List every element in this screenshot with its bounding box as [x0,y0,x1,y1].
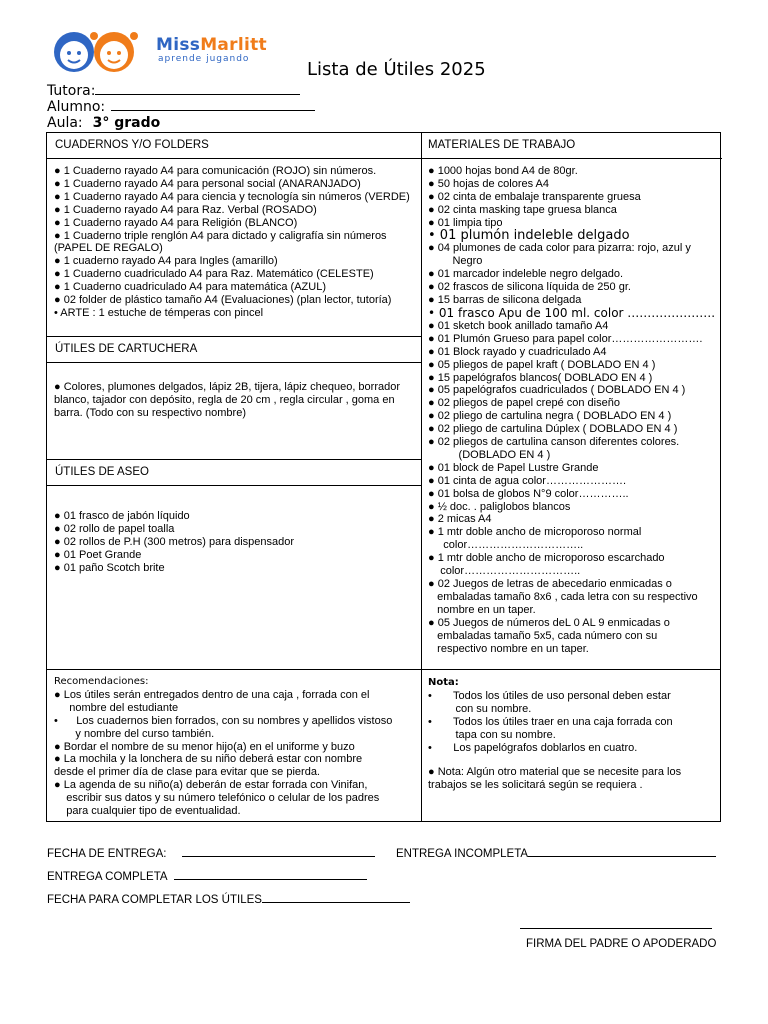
list-item: ● 01 marcador indeleble negro delgado. [428,268,623,281]
list-item: • 01 plumón indeleble delgado [428,227,630,243]
row-divider [47,485,421,486]
list-item: ● 01 cinta de agua color…………………. [428,474,626,487]
alumno-line: Alumno: [47,98,315,115]
children-faces-icon [50,28,154,76]
list-item: ● 1 Cuaderno triple renglón A4 para dictado y caligrafía sin números (PAPEL DE REGALO) [54,229,387,255]
list-item: ● 1 Cuaderno rayado A4 para personal social (ANARANJADO) [54,177,361,190]
nota-title: Nota: [428,677,459,688]
list-item: ● 01 Block rayado y cuadriculado A4 [428,345,607,358]
entrega-completa-line: ENTREGA COMPLETA [47,868,367,883]
row-divider [47,459,421,460]
list-item: ● 02 pliegos de papel crepé con diseño [428,397,620,410]
tutora-field[interactable] [95,82,300,95]
list-item: ● 01 sketch book anillado tamaño A4 [428,319,609,332]
nota-block [428,677,718,792]
spacer [428,754,718,766]
list-item: ● 02 pliegos de cartulina canson diferentes colores. [428,436,680,449]
list-item: con su nombre. [428,702,532,715]
fecha-entrega-field[interactable] [182,845,375,857]
list-item: ● 1 cuaderno rayado A4 para Ingles (amarillo) [54,255,278,268]
materiales-heading: MATERIALES DE TRABAJO [428,139,576,151]
list-item: color………………………….. [428,565,581,578]
list-item: • ARTE : 1 estuche de témperas con pincel [54,306,264,319]
list-item: ● 01 paño Scotch brite [54,561,165,574]
list-item: ● 02 rollos de P.H (300 metros) para dispensador [54,535,295,548]
list-item: y nombre del curso también. [54,727,215,740]
list-item: ● 01 Plumón Grueso para papel color……………………. [428,332,703,345]
list-item: ● 01 frasco de jabón líquido [54,510,190,522]
list-item: ● Nota: Algún otro material que se necesite para los [428,766,682,779]
list-item: ● 1 Cuaderno cuadriculado A4 para matemática (AZUL) [54,281,327,294]
column-divider [421,670,422,821]
list-item: ● Bordar el nombre de su menor hijo(a) en el uniforme y buzo [54,740,355,753]
list-item: para cualquier tipo de eventualidad. [54,805,241,818]
alumno-field[interactable] [111,98,315,111]
list-item: ● 15 papelógrafos blancos( DOBLADO EN 4 ) [428,371,653,384]
page-title: Lista de Útiles 2025 [307,59,486,80]
grado-value: 3° grado [92,115,161,131]
list-item: ● 01 Poet Grande [54,548,142,561]
list-item: (DOBLADO EN 4 ) [428,448,551,461]
row-divider [47,362,421,363]
list-item: embaladas tamaño 8x6 , cada letra con su respectivo [428,590,698,603]
list-item: tapa con su nombre. [428,728,556,741]
list-item: ● 02 pliego de cartulina negra ( DOBLADO EN 4 ) [428,410,672,423]
list-item: ● 1000 hojas bond A4 de 80gr. [428,165,578,177]
list-item: ● 50 hojas de colores A4 [428,177,549,190]
list-item: ● 1 Cuaderno rayado A4 para ciencia y tecnología sin números (VERDE) [54,190,410,203]
cartuchera-text: ● Colores, plumones delgados, lápiz 2B, tijera, lápiz chequeo, borrador blanco, tajador con depósito, regla de 20 cm , regla circular , goma en barra. (Todo con su respectivo nombre) [54,381,401,419]
list-item: ● 02 frascos de silicona líquida de 250 gr. [428,281,631,294]
supplies-table [46,132,721,670]
list-item: ● 1 Cuaderno rayado A4 para Raz. Verbal (ROSADO) [54,203,317,216]
list-item: ● 1 Cuaderno rayado A4 para Religión (BLANCO) [54,216,298,229]
list-item: • Todos los útiles traer en una caja forrada con [428,715,673,728]
list-item: ● La mochila y la lonchera de su niño deberá estar con nombre [54,753,363,766]
list-item: nombre del estudiante [54,701,179,714]
aula-line: Aula: 3° grado [47,115,161,131]
cartuchera-heading: ÚTILES DE CARTUCHERA [55,343,198,355]
list-item: nombre en un taper. [428,603,536,616]
list-item: ● 15 barras de silicona delgada [428,294,582,307]
list-item: desde el primer día de clase para evitar que se pierda. [54,766,320,779]
list-item: trabajos se les solicitará según se requiera . [428,779,643,792]
fecha-entrega-line: FECHA DE ENTREGA: [47,845,375,860]
list-item: Negro [428,255,483,268]
list-item: ● 02 pliego de cartulina Dúplex ( DOBLADO EN 4 ) [428,423,678,436]
signature-line[interactable] [520,928,712,929]
list-item: ● 05 Juegos de números deL 0 AL 9 enmicadas o [428,616,670,629]
list-item: ● 04 plumones de cada color para pizarra: rojo, azul y [428,242,691,255]
list-item: respectivo nombre en un taper. [428,642,589,655]
list-item: ● La agenda de su niño(a) deberán de estar forrada con Vinifan, [54,779,368,792]
list-item: • Los cuadernos bien forrados, con su nombres y apellidos vistoso [54,714,393,727]
list-item: ● 2 micas A4 [428,513,492,526]
column-divider [421,133,422,669]
list-item: ● 1 Cuaderno rayado A4 para comunicación (ROJO) sin números. [54,165,377,177]
list-item: color………………………….. [428,539,584,552]
list-item: ● 1 Cuaderno cuadriculado A4 para Raz. Matemático (CELESTE) [54,268,374,281]
list-item: escribir sus datos y su número telefónico o celular de los padres [54,792,380,805]
materiales-list [428,165,720,655]
entrega-completa-field[interactable] [174,868,367,880]
entrega-incompleta-line: ENTREGA INCOMPLETA [396,845,716,860]
list-item: ● 1 mtr doble ancho de microporoso normal [428,526,642,539]
list-item: ● 02 folder de plástico tamaño A4 (Evaluaciones) (plan lector, tutoría) [54,294,392,307]
recommendations-row [46,670,721,822]
list-item: ● 02 cinta de embalaje transparente gruesa [428,190,641,203]
firma-label: FIRMA DEL PADRE O APODERADO [526,938,717,950]
row-divider [47,336,421,337]
list-item: embaladas tamaño 5x5, cada número con su [428,629,658,642]
list-item: ● 02 cinta masking tape gruesa blanca [428,203,617,216]
list-item: ● 05 papelógrafos cuadriculados ( DOBLADO EN 4 ) [428,384,686,397]
folders-heading: CUADERNOS Y/O FOLDERS [55,139,209,151]
folders-list [54,165,416,320]
list-item: ● 02 rollo de papel toalla [54,522,175,535]
list-item: ● 01 limpia tipo [428,216,503,229]
fecha-completar-line: FECHA PARA COMPLETAR LOS ÚTILES [47,891,410,906]
list-item: • 01 frasco Apu de 100 ml. color …………………. [428,305,716,320]
entrega-incompleta-field[interactable] [528,845,716,857]
list-item: ● 01 bolsa de globos N°9 color………….. [428,487,629,500]
list-item: • Todos los útiles de uso personal deben estar [428,689,671,702]
recomendaciones-title: Recomendaciones: [54,676,149,687]
aseo-heading: ÚTILES DE ASEO [55,466,149,478]
list-item: ● 1 mtr doble ancho de microporoso escarchado [428,552,665,565]
logo-tagline: aprende jugando [158,54,250,64]
list-item: ● Los útiles serán entregados dentro de una caja , forrada con el [54,688,370,701]
list-item: ● 05 pliegos de papel kraft ( DOBLADO EN 4 ) [428,358,656,371]
list-item: ● 02 Juegos de letras de abecedario enmicadas o [428,578,672,590]
recomendaciones-block [54,676,418,818]
row-divider [47,158,722,159]
aseo-list [54,510,414,575]
list-item: ● ½ doc. . paliglobos blancos [428,500,571,513]
list-item: • Los papelógrafos doblarlos en cuatro. [428,741,638,754]
school-logo [50,26,300,76]
fecha-completar-field[interactable] [262,891,410,903]
tutora-line: Tutora: [47,82,300,99]
logo-brand: MissMarlitt [156,35,267,55]
list-item: ● 01 block de Papel Lustre Grande [428,461,599,474]
